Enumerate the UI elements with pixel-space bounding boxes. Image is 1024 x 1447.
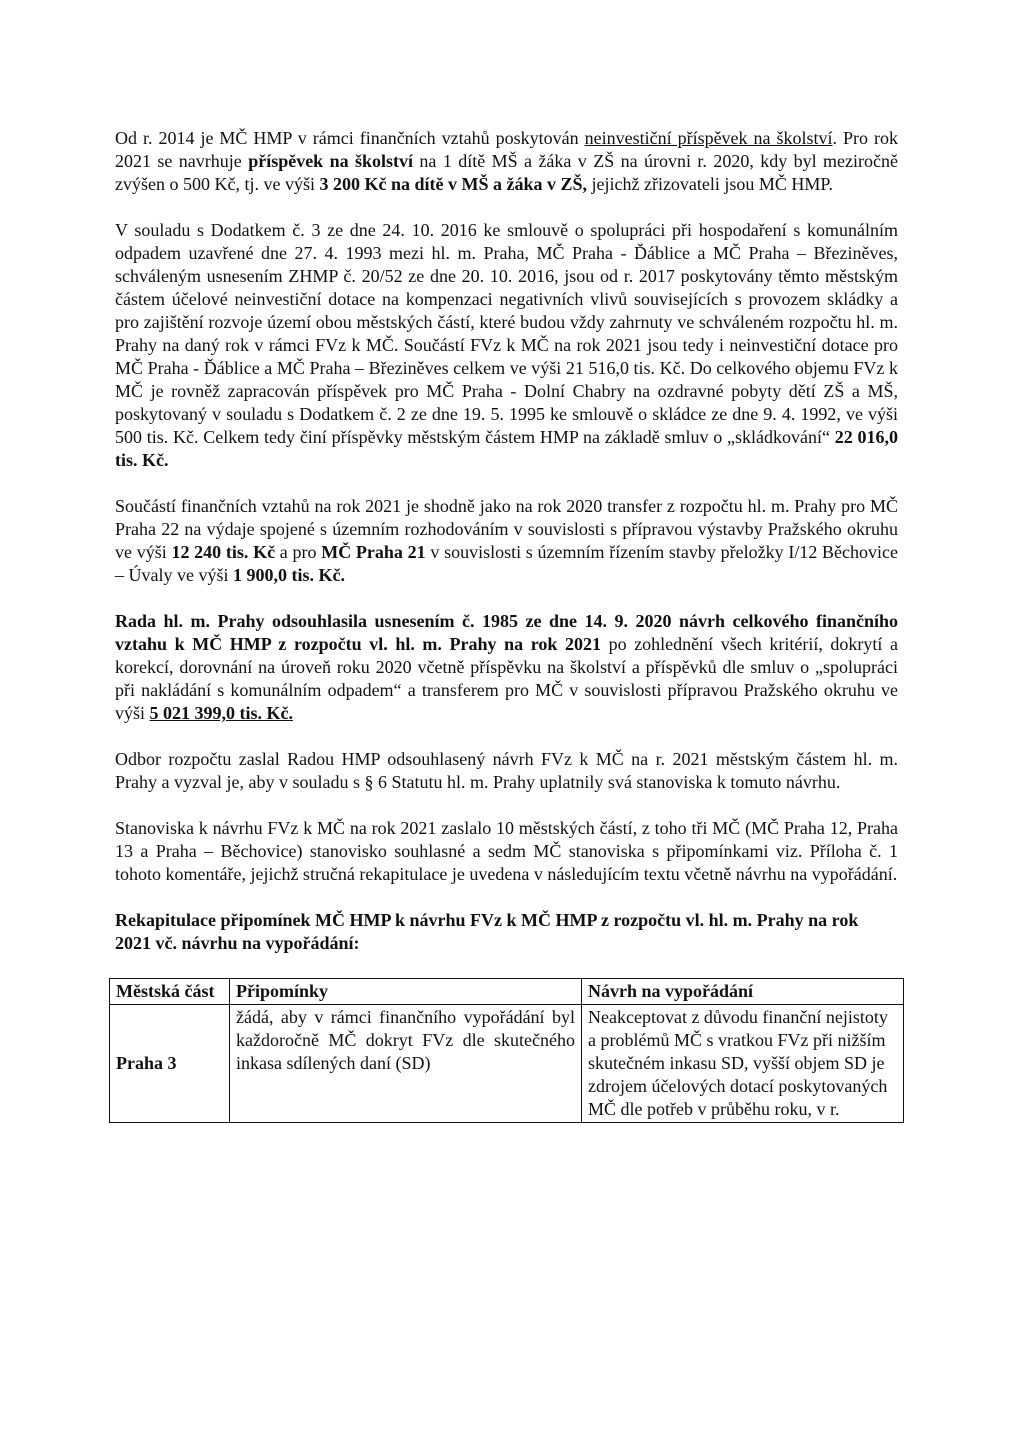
comments-table [109, 978, 904, 1123]
paragraph-council-resolution [115, 610, 898, 725]
document-body [115, 127, 898, 1123]
column-header-comments: Připomínky [230, 979, 582, 1005]
column-header-district: Městská část [110, 979, 230, 1005]
bold-text: 1 900,0 tis. Kč. [232, 565, 345, 585]
paragraph-opinions: Stanoviska k návrhu FVz k MČ na rok 2021 zaslalo 10 městských částí, z toho tři MČ (MČ Praha 12, Praha 13 a Praha – Běchovice) stanovisko souhlasné a sedm MČ stanoviska s připomínkami viz. Příloha č. 1 tohoto komentáře, jejichž stručná rekapitulace je uvedena v následujícím textu včetně návrhu na vypořádání. [115, 818, 898, 884]
text: na 1 dítě MŠ a žáka v ZŠ na úrovni r. 2020, kdy byl meziročně zvýšen o 500 Kč, tj. ve výši [115, 151, 898, 194]
text: Od r. 2014 je MČ HMP v rámci finančních vztahů poskytován [115, 128, 585, 148]
text: V souladu s Dodatkem č. 3 ze dne 24. 10. 2016 ke smlouvě o spolupráci při hospodaření s komunálním odpadem uzavřené dne 27. 4. 1993 mezi hl. m. Praha, MČ Praha - Ďáblice a MČ Praha – Březiněves, schváleným usnesením ZHMP č. 20/52 ze dne 20. 10. 2016, jsou od r. 2017 poskytovány těmto městským částem účelové neinvestiční dotace na kompenzaci negativních vlivů souvisejících s provozem skládky a pro zajištění rozvoje území obou městských částí, které budou vždy zahrnuty ve schváleném rozpočtu hl. m. Prahy na daný rok v rámci FVz k MČ. Součástí FVz k MČ na rok 2021 jsou tedy i neinvestiční dotace pro MČ Praha - Ďáblice a MČ Praha – Březiněves celkem ve výši 21 516,0 tis. Kč. Do celkového objemu FVz k MČ je rovněž zapracován příspěvek pro MČ Praha - Dolní Chabry na ozdravné pobyty dětí ZŠ a MŠ, poskytovaný v souladu s Dodatkem č. 2 ze dne 19. 5. 1995 ke smlouvě o skládce ze dne 9. 4. 1992, ve výši 500 tis. Kč. Celkem tedy činí příspěvky městským částem HMP na základě smluv o „skládkování“ [115, 220, 898, 447]
bold-text: 12 240 tis. Kč [171, 542, 276, 562]
text: . Pro rok 2021 se navrhuje [115, 128, 899, 171]
cell-district: Praha 3 [110, 1005, 230, 1123]
table-row [110, 1005, 904, 1123]
text: v souvislosti s územním řízením stavby přeložky I/12 Běchovice – Úvaly ve výši [115, 542, 898, 585]
cell-comments: žádá, aby v rámci finančního vypořádání byl každoročně MČ dokryt FVz dle skutečného inkasa sdílených daní (SD) [230, 1005, 582, 1123]
bold-text: příspěvek na školství [248, 151, 414, 171]
text: Součástí finančních vztahů na rok 2021 je shodně jako na rok 2020 transfer z rozpočtu hl. m. Prahy pro MČ Praha 22 na výdaje spojené s územním rozhodováním v souvislosti s přípravou výstavby Pražského okruhu ve výši [115, 496, 898, 562]
text: po zohlednění všech kritérií, dokrytí a korekcí, dorovnání na úroveň roku 2020 včetně příspěvku na školství a příspěvků dle smluv o „spolupráci při nakládání s komunálním odpadem“ a transferem pro MČ v souvislosti přípravou Pražského okruhu ve výši [115, 634, 898, 723]
bold-text: 3 200 Kč na dítě v MŠ a žáka v ZŠ, [319, 174, 587, 194]
paragraph-ring-road-transfer [115, 495, 898, 587]
bold-text: 22 016,0 tis. Kč. [115, 427, 899, 470]
bold-text: MČ Praha 21 [321, 542, 426, 562]
text: jejichž zřizovateli jsou MČ HMP. [586, 174, 833, 194]
underlined-text: neinvestiční příspěvek na školství [584, 128, 833, 148]
bold-text: Rada hl. m. Prahy odsouhlasila usnesením č. 1985 ze dne 14. 9. 2020 návrh celkového finančního vztahu k MČ HMP z rozpočtu vl. hl. m. Prahy na rok 2021 [115, 611, 898, 654]
paragraph-landfill-subsidies [115, 219, 898, 472]
paragraph-school-contribution [115, 127, 898, 196]
bold-underlined-total: 5 021 399,0 tis. Kč. [149, 703, 294, 723]
cell-settlement: Neakceptovat z důvodu finanční nejistoty a problémů MČ s vratkou FVz při nižším skutečném inkasu SD, vyšší objem SD je zdrojem účelových dotací poskytovaných MČ dle potřeb v průběhu roku, v r. [582, 1005, 904, 1123]
text: a pro [275, 542, 322, 562]
section-heading: Rekapitulace připomínek MČ HMP k návrhu FVz k MČ HMP z rozpočtu vl. hl. m. Prahy na rok 2021 vč. návrhu na vypořádání: [115, 910, 859, 953]
table-header-row [110, 979, 904, 1005]
paragraph-budget-department: Odbor rozpočtu zaslal Radou HMP odsouhlasený návrh FVz k MČ na r. 2021 městským částem hl. m. Prahy a vyzval je, aby v souladu s § 6 Statutu hl. m. Prahy uplatnily svá stanoviska k tomuto návrhu. [115, 749, 898, 792]
column-header-settlement: Návrh na vypořádání [582, 979, 904, 1005]
